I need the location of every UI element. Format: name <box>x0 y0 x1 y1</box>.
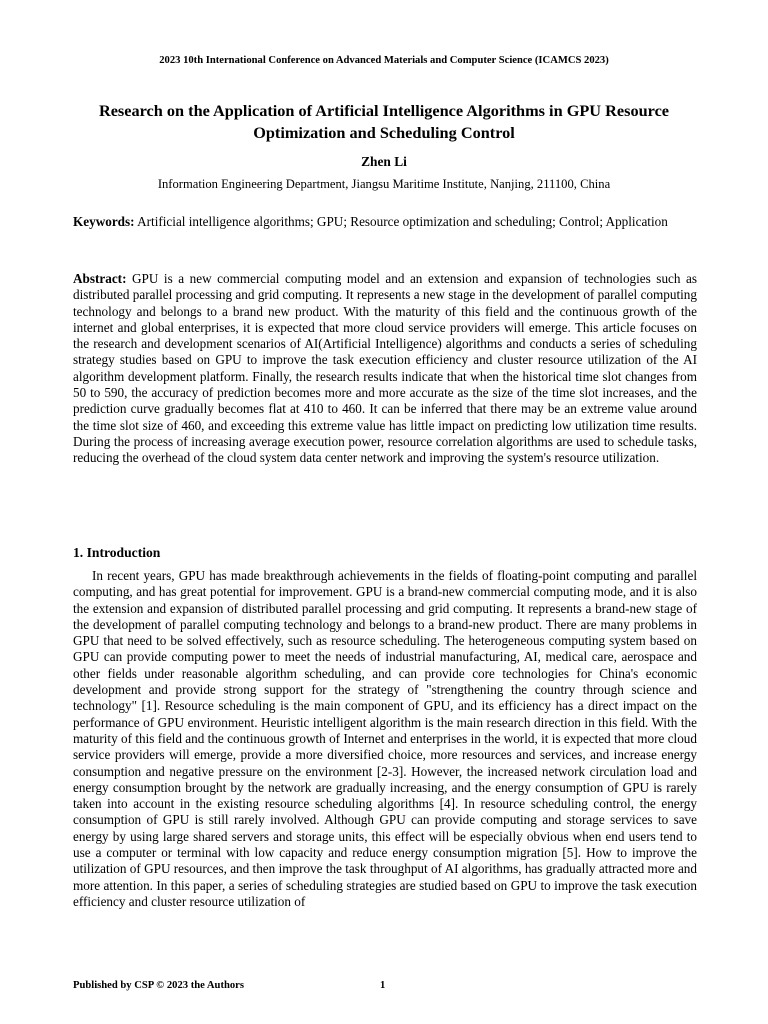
introduction-paragraph: In recent years, GPU has made breakthrough achievements in the fields of floating-point computing and parallel computing, and has great potential for improvement. GPU is a brand-new commercial computing mode, and it is also the extension and expansion of distributed parallel processing and grid computing. It represents a brand-new stage of the development of parallel computing technology and belongs to a brand-new product. There are many problems in GPU that need to be solved effectively, such as resource scheduling. The heterogeneous computing system based on GPU can provide computing power to meet the needs of industrial manufacturing, AI, medical care, aerospace and other fields under reasonable algorithm scheduling, and can provide core technologies for China's economic development and provide strong support for the strategy of "strengthening the country through science and technology" [1]. Resource scheduling is the main component of GPU, and its efficiency has a direct impact on the performance of GPU environment. Heuristic intelligent algorithm is the main research direction in this field. With the maturity of this field and the continuous growth of Internet and enterprises in the world, it is expected that more cloud service providers will emerge, provide a more diversified choice, more resources and services, and increase energy consumption and negative pressure on the environment [2-3]. However, the increased network circulation load and energy consumption brought by the network are gradually increasing, and the energy consumption of GPU is rarely taken into account in the existing resource scheduling algorithms [4]. In resource scheduling control, the energy consumption of GPU is still rarely involved. Although GPU can provide computing and storage services to save energy by using large shared servers and storage units, this effect will be especially obvious when end users tend to use a computer or terminal with low capacity and reduce energy consumption migration [5]. How to improve the utilization of GPU resources, and then improve the task throughput of AI algorithms, has gradually attracted more and more attention. In this paper, a series of scheduling strategies are studied based on GPU to improve the task execution efficiency and cluster resource utilization of <box>73 568 697 909</box>
conference-header: 2023 10th International Conference on Advanced Materials and Computer Science (ICAMCS 2023) <box>159 55 609 66</box>
section-heading-introduction: 1. Introduction <box>73 545 161 560</box>
author-name: Zhen Li <box>361 154 407 169</box>
abstract-section <box>73 271 697 467</box>
author-affiliation: Information Engineering Department, Jiangsu Maritime Institute, Nanjing, 211100, China <box>157 177 611 191</box>
abstract-text: GPU is a new commercial computing model and an extension and expansion of technologies such as distributed parallel processing and grid computing. It represents a new stage in the development of parallel computing technology and belongs to a brand new product. With the maturity of this field and the continuous growth of the internet and global enterprises, it is expected that more cloud service providers will emerge. This article focuses on the research and development scenarios of AI(Artificial Intelligence) algorithms and conducts a series of scheduling strategy studies based on GPU to improve the task execution efficiency and cluster resource utilization of the AI algorithm development platform. Finally, the research results indicate that when the historical time slot changes from 50 to 590, the accuracy of prediction becomes more and more accurate as the size of the time slot increases, and the prediction curve gradually becomes flat at 410 to 460. It can be inferred that there may be an extreme value around the time slot size of 460, and exceeding this extreme value has little impact on predicting low utilization time results. During the process of increasing average execution power, resource correlation algorithms are used to schedule tasks, reducing the overhead of the cloud system data center network and improving the system's resource utilization. <box>73 271 698 466</box>
publisher-footer: Published by CSP © 2023 the Authors <box>73 980 244 991</box>
keywords-label: Keywords: <box>73 214 135 229</box>
page-number: 1 <box>380 980 386 991</box>
keywords-section <box>73 214 697 230</box>
paper-title: Research on the Application of Artificial Intelligence Algorithms in GPU Resource Optimization and Scheduling Control <box>98 101 670 142</box>
abstract-label: Abstract: <box>73 271 127 286</box>
keywords-text: Artificial intelligence algorithms; GPU; Resource optimization and scheduling; Control; Application <box>137 214 668 229</box>
